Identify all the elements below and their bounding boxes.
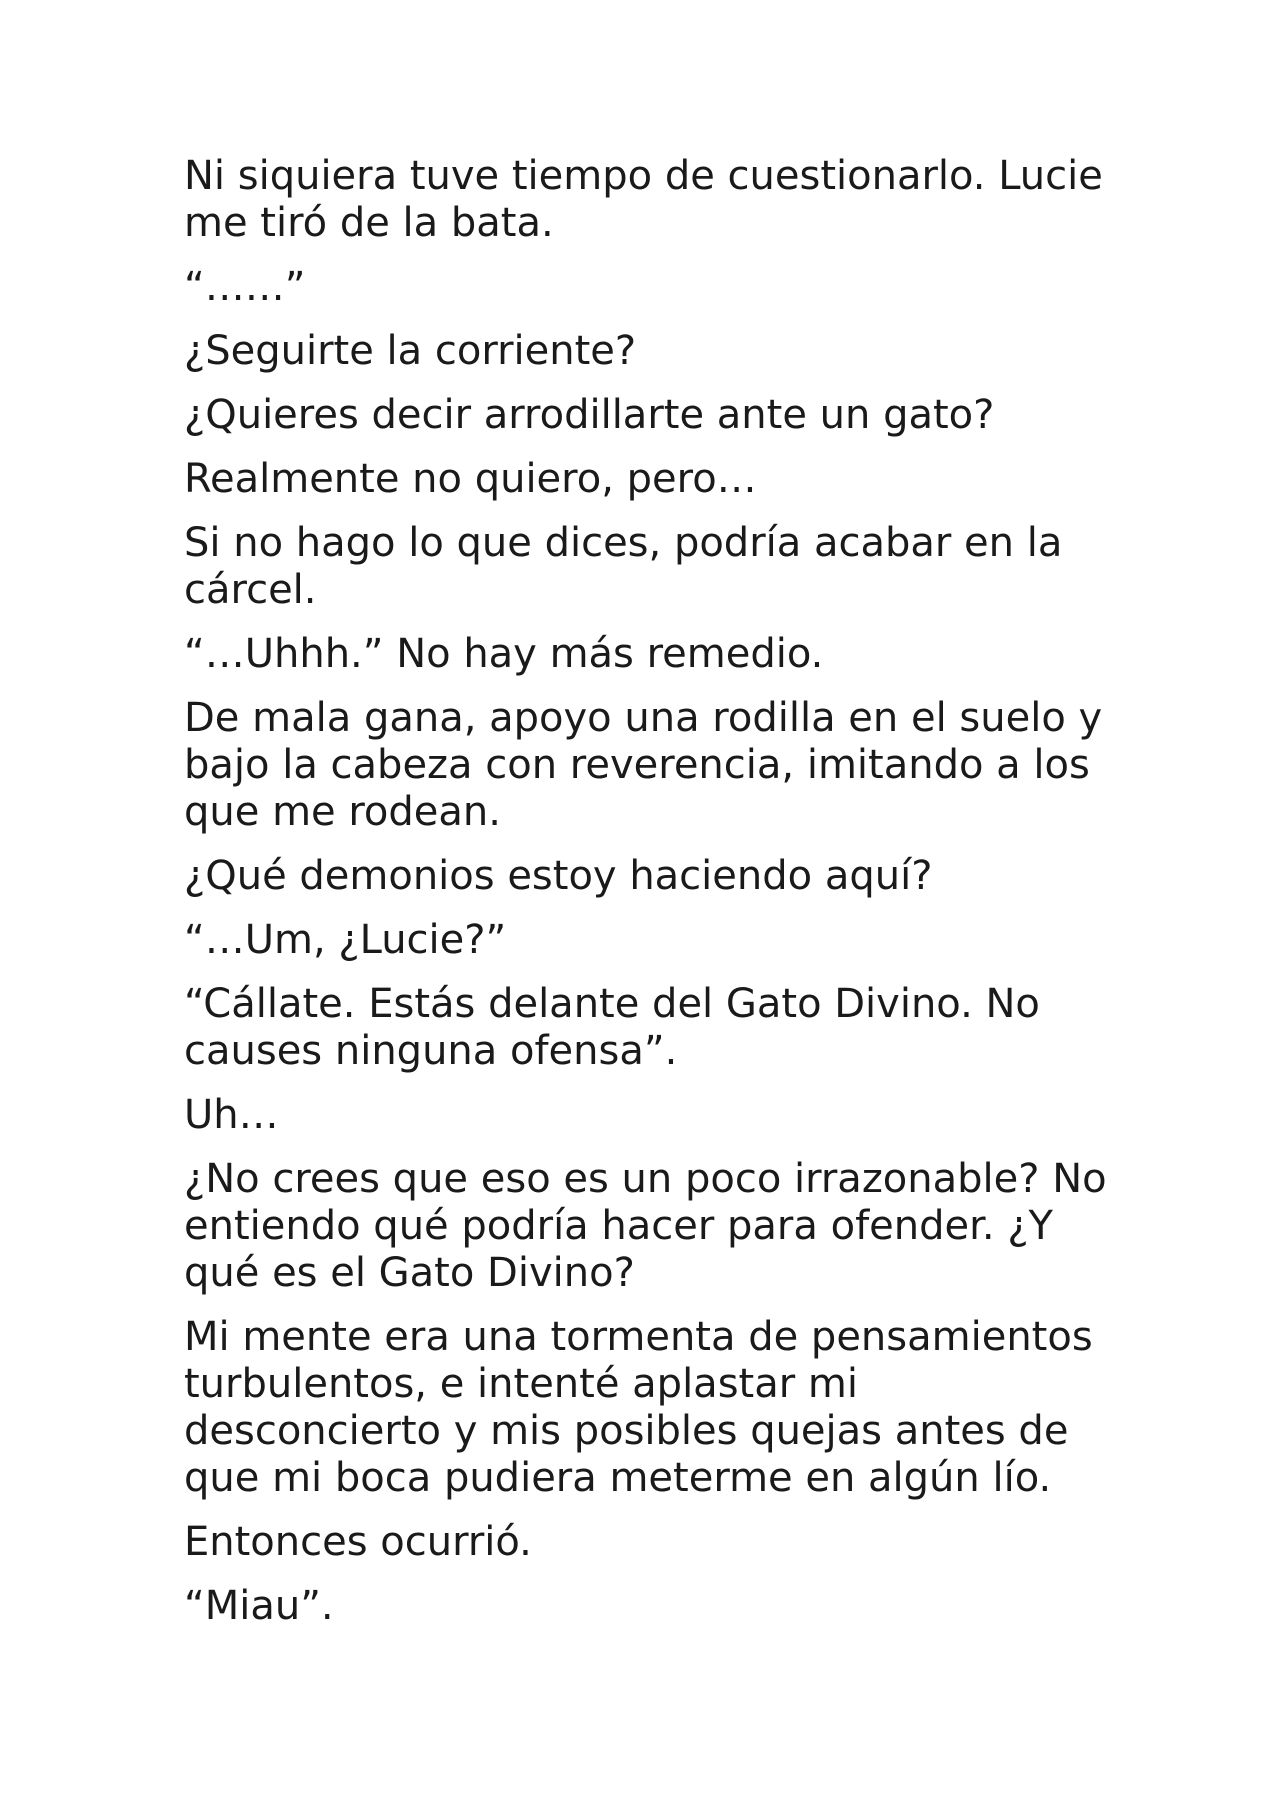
paragraph: “……” — [184, 264, 306, 310]
paragraph: “Miau”. — [184, 1583, 334, 1629]
paragraph: Uh… — [184, 1092, 279, 1138]
paragraph: “Cállate. Estás delante del Gato Divino. No causes ninguna ofensa”. — [184, 981, 1040, 1074]
paragraph: Mi mente era una tormenta de pensamientos turbulentos, e intenté aplastar mi desconcierto y mis posibles quejas antes de que mi boca pudiera meterme en algún lío. — [184, 1314, 1093, 1501]
paragraph: ¿Quieres decir arrodillarte ante un gato? — [184, 392, 995, 438]
paragraph: “…Um, ¿Lucie?” — [184, 917, 507, 963]
paragraph: Ni siquiera tuve tiempo de cuestionarlo. Lucie me tiró de la bata. — [184, 153, 1103, 246]
paragraph: “…Uhhh.” No hay más remedio. — [184, 631, 824, 677]
paragraph: ¿Qué demonios estoy haciendo aquí? — [184, 853, 933, 899]
paragraph: Si no hago lo que dices, podría acabar en la cárcel. — [184, 520, 1063, 613]
paragraph: Entonces ocurrió. — [184, 1519, 532, 1565]
paragraph: ¿Seguirte la corriente? — [184, 328, 637, 374]
paragraph: ¿No crees que eso es un poco irrazonable? No entiendo qué podría hacer para ofender. ¿Y qué es el Gato Divino? — [184, 1156, 1107, 1296]
paragraph: De mala gana, apoyo una rodilla en el suelo y bajo la cabeza con reverencia, imitando a los que me rodean. — [184, 695, 1103, 835]
paragraph: Realmente no quiero, pero… — [184, 456, 757, 502]
text-body — [184, 153, 1124, 1647]
